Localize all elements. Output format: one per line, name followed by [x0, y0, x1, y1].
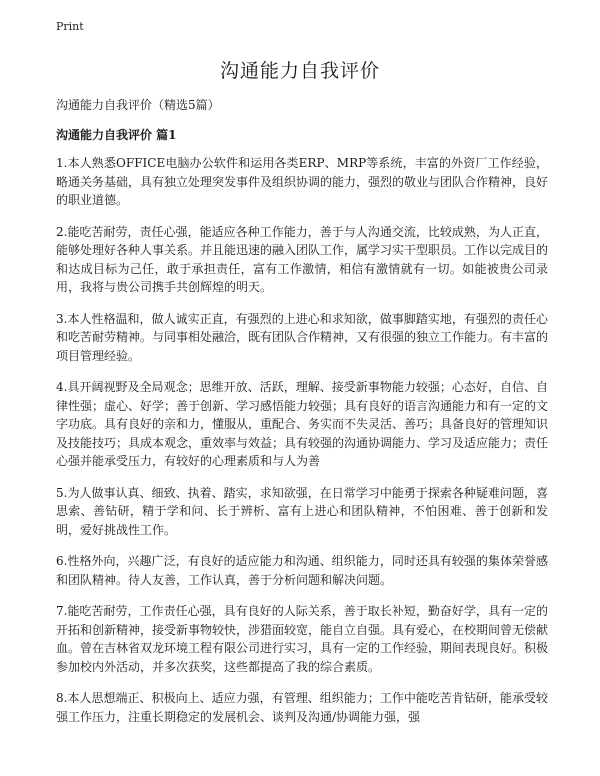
- document-title: 沟通能力自我评价: [219, 60, 380, 82]
- paragraph-4: 4.具开阔视野及全局观念；思维开放、活跃，理解、接受新事物能力较强；心态好，自信、自律性强；虚心、好学；善于创新、学习感悟能力较强；具有良好的语言沟通能力和有一定的文字功底。具有良好的亲和力，懂服从，重配合、务实而不失灵活、善巧；具备良好的管理知识及技能技巧；具成本观念，重效率与效益；具有较强的沟通协调能力、学习及适应能力；责任心强并能承受压力，有较好的心理素质和与人为善: [56, 380, 549, 468]
- paragraph-2: 2.能吃苦耐劳，责任心强，能适应各种工作能力，善于与人沟通交流，比较成熟，为人正直，能够处理好各种人事关系。并且能迅速的融入团队工作，属学习实干型职员。工作以完成目的和达成目标为己任，敢于承担责任，富有工作激情，相信有激情就有一切。如能被贵公司录用，我将与贵公司携手共创辉煌的明天。: [56, 224, 549, 294]
- print-link[interactable]: Print: [56, 20, 84, 33]
- paragraph-6: 6.性格外向，兴趣广泛，有良好的适应能力和沟通、组织能力，同时还具有较强的集体荣誉感和团队精神。待人友善，工作认真，善于分析问题和解决问题。: [56, 554, 548, 587]
- paragraph-5: 5.为人做事认真、细致、执着、踏实，求知欲强，在日常学习中能勇于探索各种疑难问题，喜思索、善钻研，精于学和问、长于辨析、富有上进心和团队精神，不怕困难、善于创新和发明，爱好挑战性工作。: [56, 485, 548, 537]
- paragraph-1: 1.本人熟悉OFFICE电脑办公软件和运用各类ERP、MRP等系统，丰富的外资厂工作经验，略通关务基础，具有独立处理突发事件及组织协调的能力，强烈的敬业与团队合作精神，良好的职业道德。: [56, 156, 549, 207]
- paragraph-7: 7.能吃苦耐劳，工作责任心强，具有良好的人际关系，善于取长补短，勤奋好学，具有一定的开拓和创新精神，接受新事物较快，涉猎面较宽，能自立自强。具有爱心，在校期间曾无偿献血。曾在吉林省双龙环境工程有限公司进行实习，具有一定的工作经验，期间表现良好。积极参加校内外活动，并多次获奖，这些都提高了我的综合素质。: [56, 604, 549, 674]
- document-body: [56, 154, 548, 739]
- document-subtitle: 沟通能力自我评价（精选5篇）: [56, 98, 220, 112]
- paragraph-8: 8.本人思想端正、积极向上、适应力强，有管理、组织能力；工作中能吃苦肯钻研，能承受较强工作压力，注重长期稳定的发展机会、谈判及沟通/协调能力强，强: [56, 691, 548, 724]
- section-heading: 沟通能力自我评价 篇1: [56, 128, 177, 142]
- paragraph-3: 3.本人性格温和，做人诚实正直，有强烈的上进心和求知欲，做事脚踏实地，有强烈的责任心和吃苦耐劳精神。与同事相处融洽，既有团队合作精神，又有很强的独立工作能力。有丰富的项目管理经验。: [56, 311, 549, 363]
